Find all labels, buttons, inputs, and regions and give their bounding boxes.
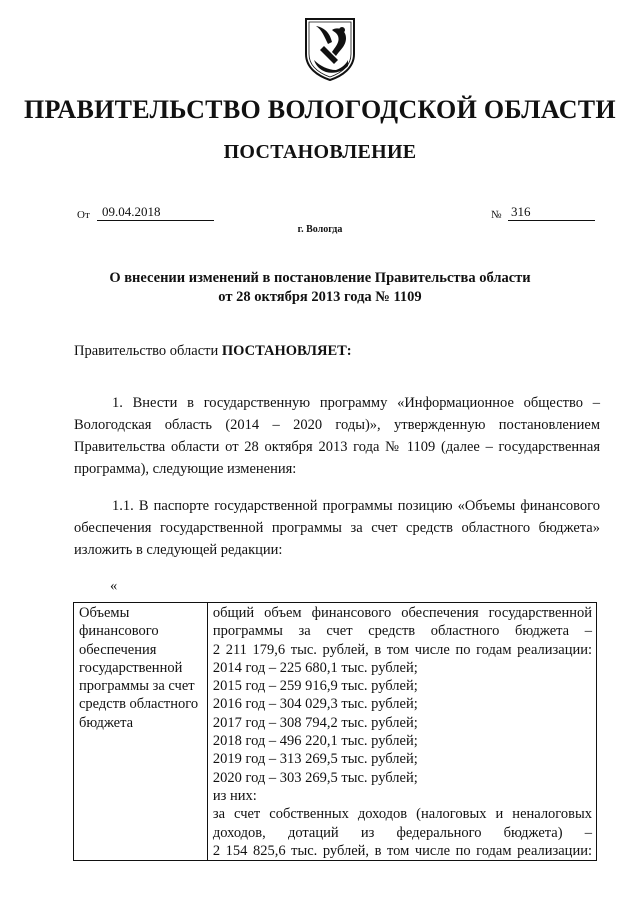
document-type: ПОСТАНОВЛЕНИЕ: [223, 141, 417, 163]
left-line: обеспечения: [79, 641, 157, 658]
position-name-cell: [74, 603, 208, 861]
resolves-keyword: ПОСТАНОВЛЯЕТ:: [221, 343, 352, 359]
city-name: г. Вологда: [297, 224, 343, 235]
right-line: 2016 год – 304 029,3 тыс. рублей;: [212, 696, 418, 713]
document-date: 09.04.2018: [97, 204, 214, 221]
right-line: 2020 год – 303 269,5 тыс. рублей;: [212, 769, 418, 786]
table-row: [74, 603, 597, 861]
left-line: программы за счет: [79, 678, 195, 695]
right-line: 2019 год – 313 269,5 тыс. рублей;: [212, 751, 418, 768]
right-line: 2 211 179,6 тыс. рублей, в том числе по годам реализации:: [212, 641, 592, 658]
left-line: финансового: [79, 623, 159, 640]
date-label: От: [77, 209, 90, 221]
number-label: №: [491, 209, 502, 221]
resolves-line: [74, 340, 600, 362]
left-line: государственной: [79, 659, 183, 676]
government-name: ПРАВИТЕЛЬСТВО ВОЛОГОДСКОЙ ОБЛАСТИ: [24, 95, 616, 124]
right-line: 2015 год – 259 916,9 тыс. рублей;: [212, 678, 418, 695]
financing-description-cell: [207, 603, 596, 861]
paragraph-1-1: 1.1. В паспорте государственной программы позицию «Объемы финансового обеспечения государственной программы за счет средств областного бюджета» изложить в следующей редакции:: [74, 498, 600, 558]
financing-table: [73, 602, 597, 861]
right-line: 2017 год – 308 794,2 тыс. рублей;: [212, 714, 418, 731]
right-line: из них:: [212, 787, 257, 804]
document-number: 316: [508, 204, 595, 221]
opening-quote: «: [110, 578, 118, 594]
left-line: средств областного: [79, 696, 199, 713]
right-line: 2018 год – 496 220,1 тыс. рублей;: [212, 733, 418, 750]
title-line-1: О внесении изменений в постановление Правительства области: [109, 270, 531, 286]
right-line: 2 154 825,6 тыс. рублей, в том числе по годам реализации:: [212, 842, 592, 859]
right-line: за счет собственных доходов (налоговых и неналоговых: [212, 806, 592, 823]
right-line: программы за счет средств областного бюджета –: [212, 623, 592, 640]
left-line: Объемы: [79, 605, 130, 621]
resolves-prefix: Правительство области: [74, 343, 222, 359]
paragraph-1: 1. Внести в государственную программу «Информационное общество – Вологодская область (2014 – 2020 годы)», утвержденную постановлением Правительства области от 28 октября 2013 года № 1109 (далее – государственная программа), следующие изменения:: [74, 395, 600, 477]
vologda-coat-of-arms-icon: [302, 16, 358, 82]
right-line: доходов, дотаций из федерального бюджета) –: [212, 824, 592, 841]
left-line: бюджета: [79, 714, 134, 731]
document-title: [0, 269, 640, 307]
title-line-2: от 28 октября 2013 года № 1109: [218, 289, 422, 305]
right-line: общий объем финансового обеспечения государственной: [212, 605, 592, 621]
right-line: 2014 год – 225 680,1 тыс. рублей;: [212, 659, 418, 676]
